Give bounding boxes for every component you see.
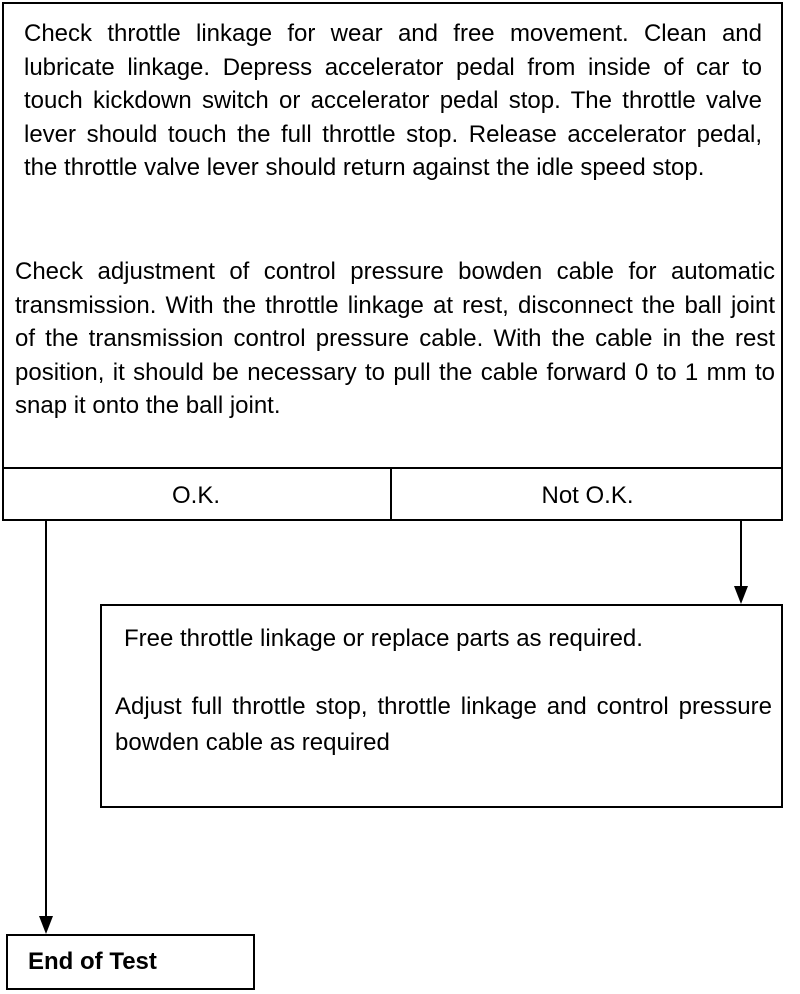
- corrective-action-line-1: Free throttle linkage or replace parts as required.: [124, 625, 643, 652]
- corrective-action-box: [100, 604, 783, 808]
- end-of-test-box: [6, 934, 255, 990]
- check-step-box: [2, 2, 783, 521]
- answer-row: [4, 467, 781, 521]
- corrective-action-line-2: Adjust full throttle stop, throttle linkage and control pressure bowden cable as required: [115, 693, 772, 756]
- end-of-test-label: End of Test: [28, 948, 157, 975]
- bowden-cable-check-text: Check adjustment of control pressure bowden cable for automatic transmission. With the throttle linkage at rest, disconnect the ball joint of the transmission control pressure cable. With the cable in the rest position, it should be necessary to pull the cable forward 0 to 1 mm to snap it onto the ball joint.: [15, 258, 775, 419]
- throttle-linkage-check-text: Check throttle linkage for wear and free movement. Clean and lubricate linkage. Depress accelerator pedal from inside of car to touch kickdown switch or accelerator pedal stop. The throttle valve lever should touch the full throttle stop. Release accelerator pedal, the throttle valve lever should return against the idle speed stop.: [24, 20, 762, 181]
- not-ok-arrowhead: [734, 586, 748, 604]
- not-ok-branch[interactable]: Not O.K.: [390, 469, 783, 521]
- ok-arrowhead: [39, 916, 53, 934]
- ok-branch[interactable]: O.K.: [171, 482, 220, 509]
- check-step-text: [4, 4, 785, 466]
